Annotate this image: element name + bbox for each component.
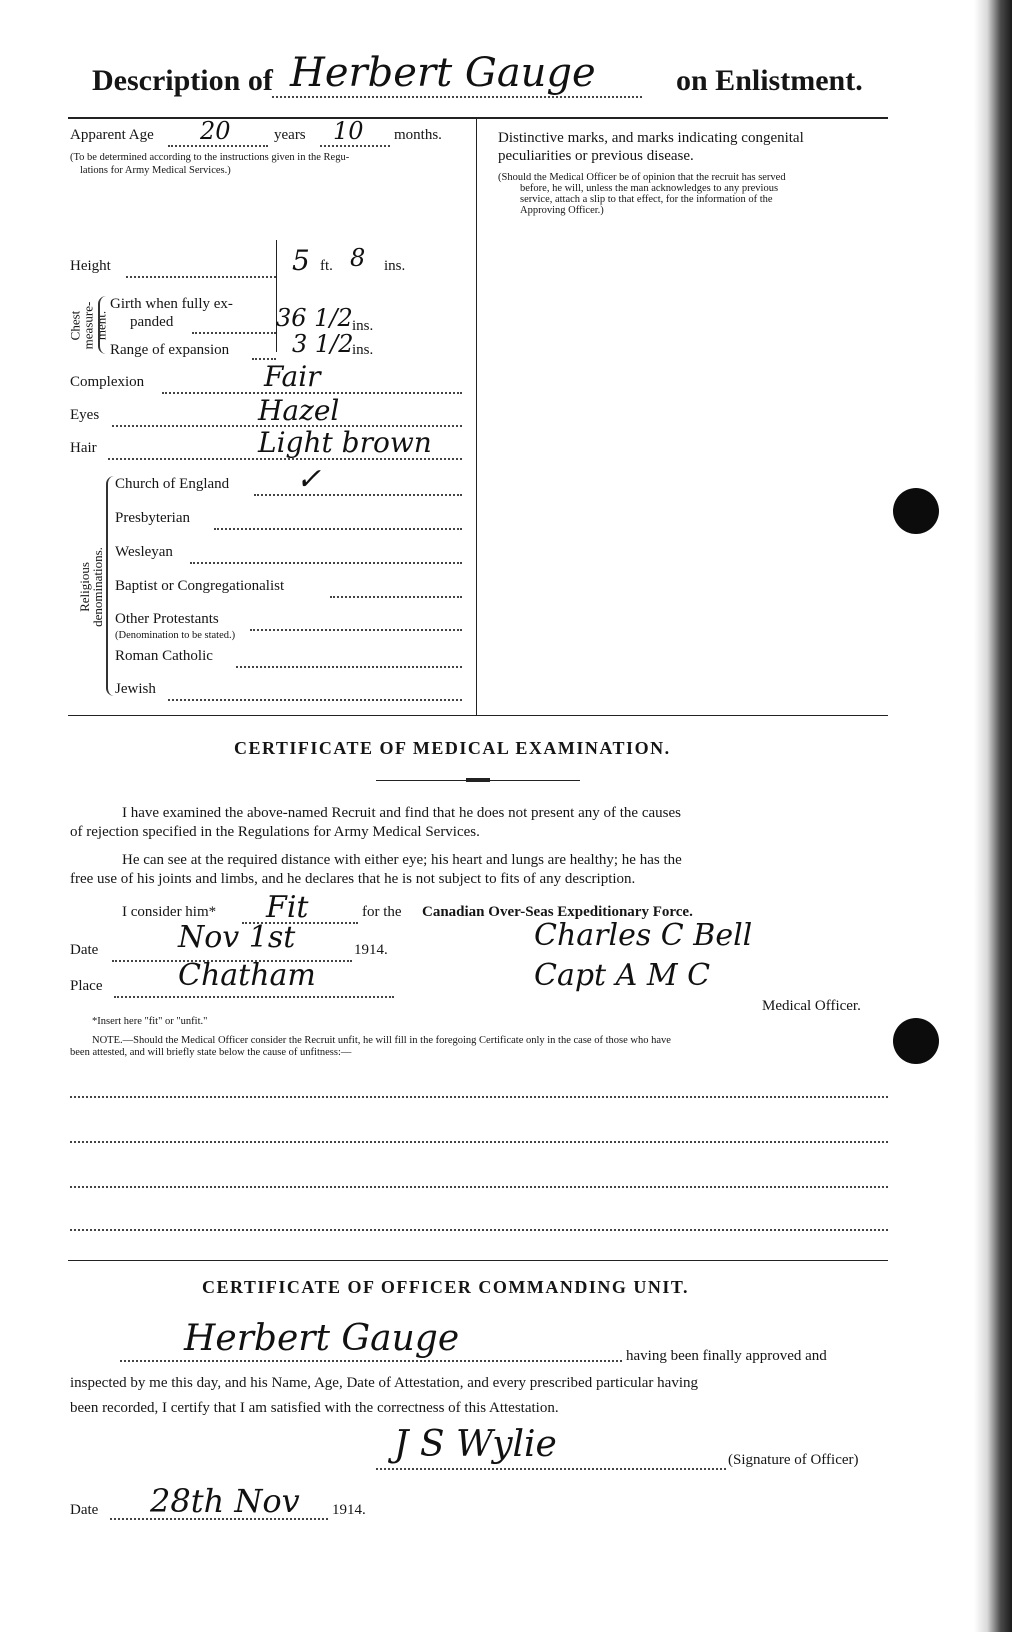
range-ins-label: ins. — [352, 342, 374, 358]
months-line — [320, 145, 390, 147]
age-note-1: (To be determined according to the instructions given in the Regu- — [70, 152, 350, 163]
punch-hole-bottom — [893, 1018, 939, 1064]
medical-date-label: Date — [70, 942, 99, 958]
religion-other-protestants-label: Other Protestants — [115, 611, 219, 627]
medical-para1-line2: of rejection specified in the Regulations for Army Medical Services. — [70, 824, 480, 840]
eyes-value: Hazel — [258, 394, 340, 427]
unfit-note-line2: been attested, and will briefly state below the cause of unfitness:— — [70, 1047, 352, 1058]
unfitness-line-3 — [70, 1186, 888, 1188]
medical-para1-line1: I have examined the above-named Recruit and find that he does not present any of the causes — [122, 805, 681, 821]
age-note-2: lations for Army Medical Services.) — [80, 165, 231, 176]
medical-para2-line2: free use of his joints and limbs, and he declares that he is not subject to fits of any description. — [70, 871, 636, 887]
religion-roman-catholic-line — [236, 666, 462, 668]
height-ft-value: 5 — [292, 244, 310, 277]
religion-check-mark: ✓ — [296, 462, 322, 497]
marks-note-1: (Should the Medical Officer be of opinion that the recruit has served — [498, 172, 786, 183]
religious-denominations-label: Religious denominations. — [77, 547, 105, 627]
apparent-age-label: Apparent Age — [70, 127, 154, 143]
chest-measurement-label: Chest measure- ment. — [67, 301, 109, 350]
commanding-date-label: Date — [70, 1502, 99, 1518]
commanding-year-label: 1914. — [332, 1502, 366, 1518]
eyes-label: Eyes — [70, 407, 100, 423]
medical-date-value: Nov 1st — [178, 920, 296, 955]
range-label: Range of expansion — [110, 342, 230, 358]
girth-label-2: panded — [130, 314, 174, 330]
height-line — [126, 276, 276, 278]
years-line — [168, 145, 268, 147]
months-value: 10 — [333, 117, 364, 145]
punch-hole-top — [893, 488, 939, 534]
consider-suffix: for the — [362, 904, 402, 920]
religion-baptist-line — [330, 596, 462, 598]
force-name: Canadian Over-Seas Expeditionary Force. — [422, 904, 693, 920]
marks-note-2: before, he will, unless the man acknowledges to any previous — [520, 183, 779, 194]
marks-note-4: Approving Officer.) — [520, 205, 604, 216]
medical-para2-line1: He can see at the required distance with either eye; his heart and lungs are healthy; he has the — [122, 852, 682, 868]
commanding-date-value: 28th Nov — [150, 1482, 300, 1520]
scan-edge-shadow — [974, 0, 1012, 1632]
recruit-name: Herbert Gauge — [290, 50, 596, 96]
consider-label: I consider him* — [122, 904, 217, 920]
range-value: 3 1/2 — [292, 330, 354, 358]
unfitness-line-4 — [70, 1229, 888, 1231]
title-rule — [68, 117, 888, 119]
ft-label: ft. — [320, 258, 333, 274]
place-label: Place — [70, 978, 103, 994]
girth-label-1: Girth when fully ex- — [110, 296, 233, 312]
girth-line — [192, 332, 276, 334]
religion-jewish-label: Jewish — [115, 681, 156, 697]
religion-other-protestants-line — [250, 629, 462, 631]
height-label: Height — [70, 258, 111, 274]
months-label: months. — [394, 127, 442, 143]
height-in-value: 8 — [350, 244, 366, 272]
insert-note: *Insert here "fit" or "unfit." — [92, 1016, 208, 1027]
commanding-officer-signature: J S Wylie — [394, 1424, 557, 1465]
religion-wesleyan-line — [190, 562, 462, 564]
hair-value: Light brown — [258, 426, 432, 459]
complexion-value: Fair — [264, 360, 321, 393]
section-rule-commanding — [68, 1260, 888, 1261]
commanding-name-line — [120, 1360, 622, 1362]
section-rule-medical — [68, 715, 888, 716]
religion-roman-catholic-label: Roman Catholic — [115, 648, 213, 664]
chest-brace — [98, 296, 108, 354]
complexion-label: Complexion — [70, 374, 145, 390]
medical-certificate-heading: CERTIFICATE OF MEDICAL EXAMINATION. — [234, 738, 671, 758]
religion-jewish-line — [168, 699, 462, 701]
medical-officer-rank: Capt A M C — [534, 958, 711, 993]
place-line — [114, 996, 394, 998]
religion-church-of-england-line — [254, 494, 462, 496]
religion-church-of-england-label: Church of England — [115, 476, 230, 492]
girth-value: 36 1/2 — [276, 304, 353, 332]
distinctive-marks-label-2: peculiarities or previous disease. — [498, 148, 694, 164]
fitness-value: Fit — [266, 890, 309, 925]
religion-wesleyan-label: Wesleyan — [115, 544, 173, 560]
unfitness-line-1 — [70, 1096, 888, 1098]
commanding-certificate-heading: CERTIFICATE OF OFFICER COMMANDING UNIT. — [202, 1277, 690, 1297]
unfit-note-line1: NOTE.—Should the Medical Officer consider the Recruit unfit, he will fill in the foregoing Certificate only in the case of those who have — [92, 1035, 671, 1046]
denomination-note: (Denomination to be stated.) — [115, 630, 236, 641]
commanding-text-line2: inspected by me this day, and his Name, Age, Date of Attestation, and every prescribed particular having — [70, 1375, 699, 1391]
religion-presbyterian-label: Presbyterian — [115, 510, 190, 526]
years-value: 20 — [200, 117, 231, 145]
medical-heading-rule-center — [466, 778, 490, 782]
height-ins-label: ins. — [384, 258, 406, 274]
signature-of-officer-label: (Signature of Officer) — [728, 1452, 859, 1468]
marks-note-3: service, attach a slip to that effect, for the information of the — [520, 194, 773, 205]
commanding-recruit-name: Herbert Gauge — [184, 1318, 460, 1359]
commanding-text-line3: been recorded, I certify that I am satisfied with the correctness of this Attestation. — [70, 1400, 559, 1416]
religion-presbyterian-line — [214, 528, 462, 530]
measure-bracket — [276, 240, 277, 352]
title-name-line — [272, 96, 642, 98]
title-prefix: Description of — [92, 64, 273, 97]
years-label: years — [274, 127, 306, 143]
girth-ins-label: ins. — [352, 318, 374, 334]
medical-officer-signature: Charles C Bell — [534, 918, 753, 953]
medical-year-label: 1914. — [354, 942, 388, 958]
medical-officer-label: Medical Officer. — [762, 998, 861, 1014]
officer-signature-line — [376, 1468, 726, 1470]
column-divider — [476, 119, 477, 715]
commanding-text-line1: having been finally approved and — [626, 1348, 827, 1364]
place-value: Chatham — [178, 958, 316, 993]
title-suffix: on Enlistment. — [676, 64, 863, 97]
distinctive-marks-label-1: Distinctive marks, and marks indicating congenital — [498, 130, 804, 146]
hair-label: Hair — [70, 440, 97, 456]
unfitness-line-2 — [70, 1141, 888, 1143]
religion-baptist-label: Baptist or Congregationalist — [115, 578, 285, 594]
